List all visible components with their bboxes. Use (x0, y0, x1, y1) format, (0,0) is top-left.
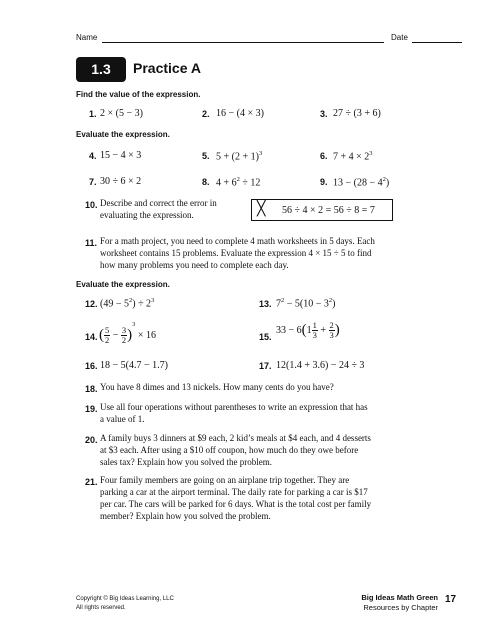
problem-text: For a math project, you need to complete 4 math worksheets in 5 days. Each worksheet contains 15 problems. Evaluate the expression 4 × 15 ÷ 5 to find how many problems you need to complete each day. (100, 236, 375, 270)
problem-number: 18. (85, 384, 98, 394)
problem-text: Use all four operations without parentheses to write an expression that has a value of 1. (100, 402, 368, 424)
problem-number: 19. (85, 404, 98, 414)
problem-number: 17. (259, 361, 272, 371)
problem-number: 21. (85, 477, 98, 487)
problem-number: 11. (85, 238, 98, 248)
problem-expression: 18 − 5(4.7 − 1.7) (100, 360, 168, 371)
problem-expression: 33 − 6(1 $\frac{1}{3}$ + $\frac{2}{3}$ ) (276, 320, 340, 340)
section-badge: 1.3 (76, 57, 126, 82)
problem-expression: $13 - (28 - 4^2)$ (333, 176, 390, 189)
date-label: Date (391, 33, 408, 42)
problem-expression: $7^2 - 5(10 - 3^2)$ (276, 297, 336, 310)
problem-expression: 16 − (4 × 3) (216, 108, 264, 119)
problem-number: 12. (85, 299, 98, 309)
problem-text: Four family members are going on an airplane trip together. They are parking a car at the airport terminal. The daily rate for parking a car is $17 per car. The cars will be parked for 6 days. What is the total cost per family member? Explain how you solved the problem. (100, 475, 372, 521)
problem-number: 9. (320, 177, 328, 187)
copyright: Copyright © Big Ideas Learning, LLC All rights reserved. (76, 596, 174, 611)
problem-text: A family buys 3 dinners at $9 each, 2 kid’s meals at $4 each, and 4 desserts at $3 each. After using a $10 off coupon, how much do they owe before sales tax? Explain how you solved the problem. (100, 433, 371, 467)
problem-expression: $4 + 6^2 \div 12$ (216, 176, 261, 189)
problem-expression: $7 + 4 \times 2^3$ (333, 150, 373, 163)
problem-expression: 30 ÷ 6 × 2 (100, 176, 142, 187)
problem-number: 3. (320, 109, 328, 119)
date-blank[interactable] (412, 42, 462, 43)
problem-expression: 15 − 4 × 3 (100, 150, 142, 161)
problem-number: 20. (85, 435, 98, 445)
error-expression: 56 ÷ 4 × 2 = 56 ÷ 8 = 7 (282, 205, 375, 216)
problem-number: 5. (202, 151, 210, 161)
problem-number: 2. (202, 109, 210, 119)
section-heading: Evaluate the expression. (76, 280, 170, 289)
problem-number: 7. (89, 177, 97, 187)
problem-number: 15. (259, 332, 272, 342)
error-x-icon: ╳ (257, 202, 266, 217)
name-blank[interactable] (102, 42, 384, 43)
page-number: 17 (445, 594, 457, 605)
problem-number: 16. (85, 361, 98, 371)
problem-expression: 2 × (5 − 3) (100, 108, 143, 119)
problem-expression: 27 ÷ (3 + 6) (333, 108, 381, 119)
problem-number: 8. (202, 177, 210, 187)
section-heading: Evaluate the expression. (76, 130, 170, 139)
problem-expression: $(49 - 5^2) \div 2^3$ (100, 297, 155, 310)
problem-number: 4. (89, 151, 97, 161)
problem-expression: ( $\frac{5}{2}$ − $\frac{3}{2}$ )$^3$ × 16 (99, 321, 157, 346)
book-info: Big Ideas Math Green Resources by Chapter (361, 593, 438, 612)
section-heading: Find the value of the expression. (76, 90, 201, 99)
problem-expression: 12(1.4 + 3.6) − 24 ÷ 3 (276, 360, 365, 371)
name-label: Name (76, 33, 98, 42)
problem-number: 14. (85, 332, 98, 342)
problem-number: 10. (85, 200, 98, 210)
page-title: Practice A (133, 60, 201, 76)
problem-number: 13. (259, 299, 272, 309)
problem-text: Describe and correct the error in evaluating the expression. (100, 198, 217, 220)
error-box (251, 199, 393, 221)
problem-number: 6. (320, 151, 328, 161)
problem-text: You have 8 dimes and 13 nickels. How many cents do you have? (100, 382, 334, 392)
problem-number: 1. (89, 109, 97, 119)
problem-expression: $5 + (2 + 1)^3$ (216, 150, 263, 163)
